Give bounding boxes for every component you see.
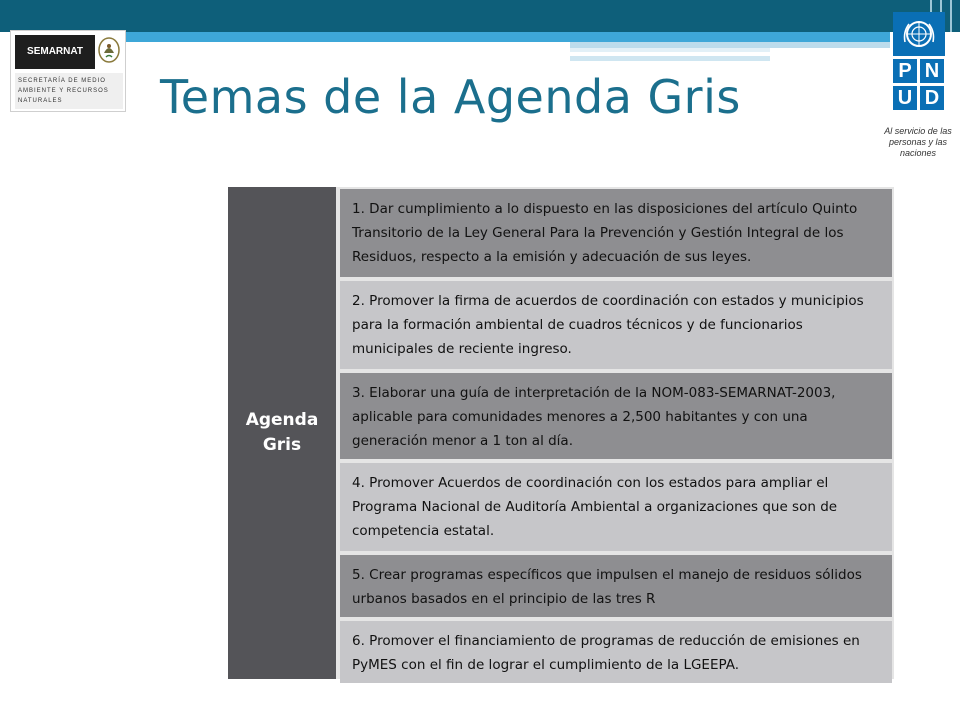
semarnat-subtitle: SECRETARÍA DE MEDIO AMBIENTE Y RECURSOS NATURALES bbox=[15, 73, 123, 109]
pnud-letter: N bbox=[920, 59, 944, 83]
agenda-item: 2. Promover la firma de acuerdos de coordinación con estados y municipios para la formación ambiental de cuadros técnicos y de funcionarios municipales de reciente ingreso. bbox=[340, 281, 892, 369]
top-banner bbox=[0, 0, 960, 32]
banner-stripe bbox=[950, 0, 952, 32]
agenda-item: 6. Promover el financiamiento de programas de reducción de emisiones en PyMES con el fin de lograr el cumplimiento de la LGEEPA. bbox=[340, 621, 892, 683]
pnud-tagline: Al servicio de las personas y las naciones bbox=[884, 126, 952, 158]
agenda-items bbox=[340, 189, 892, 687]
agenda-item: 3. Elaborar una guía de interpretación de la NOM-083-SEMARNAT-2003, aplicable para comunidades menores a 2,500 habitantes y con una generación menor a 1 ton al día. bbox=[340, 373, 892, 459]
agenda-item: 5. Crear programas específicos que impulsen el manejo de residuos sólidos urbanos basados en el principio de las tres R bbox=[340, 555, 892, 617]
semarnat-logo bbox=[10, 30, 126, 112]
semarnat-wordmark: SEMARNAT bbox=[15, 35, 95, 69]
pnud-logo bbox=[893, 12, 945, 110]
pnud-letter: D bbox=[920, 86, 944, 110]
agenda-item: 1. Dar cumplimiento a lo dispuesto en las disposiciones del artículo Quinto Transitorio de la Ley General Para la Prevención y Gestión Integral de los Residuos, respecto a la emisión y adecuación de sus leyes. bbox=[340, 189, 892, 277]
agenda-label: Agenda Gris bbox=[245, 410, 319, 455]
accent-bar bbox=[570, 48, 770, 52]
agenda-item: 4. Promover Acuerdos de coordinación con los estados para ampliar el Programa Nacional de Auditoría Ambiental a organizaciones que son de competencia estatal. bbox=[340, 463, 892, 551]
agenda-table bbox=[228, 187, 894, 679]
pnud-letter: P bbox=[893, 59, 917, 83]
pnud-letter: U bbox=[893, 86, 917, 110]
accent-bar bbox=[120, 32, 890, 42]
un-emblem-icon bbox=[893, 12, 945, 56]
page-title: Temas de la Agenda Gris bbox=[160, 70, 741, 124]
accent-bar bbox=[570, 56, 770, 61]
agenda-label-cell bbox=[228, 187, 336, 679]
mexico-seal-icon bbox=[97, 35, 121, 65]
